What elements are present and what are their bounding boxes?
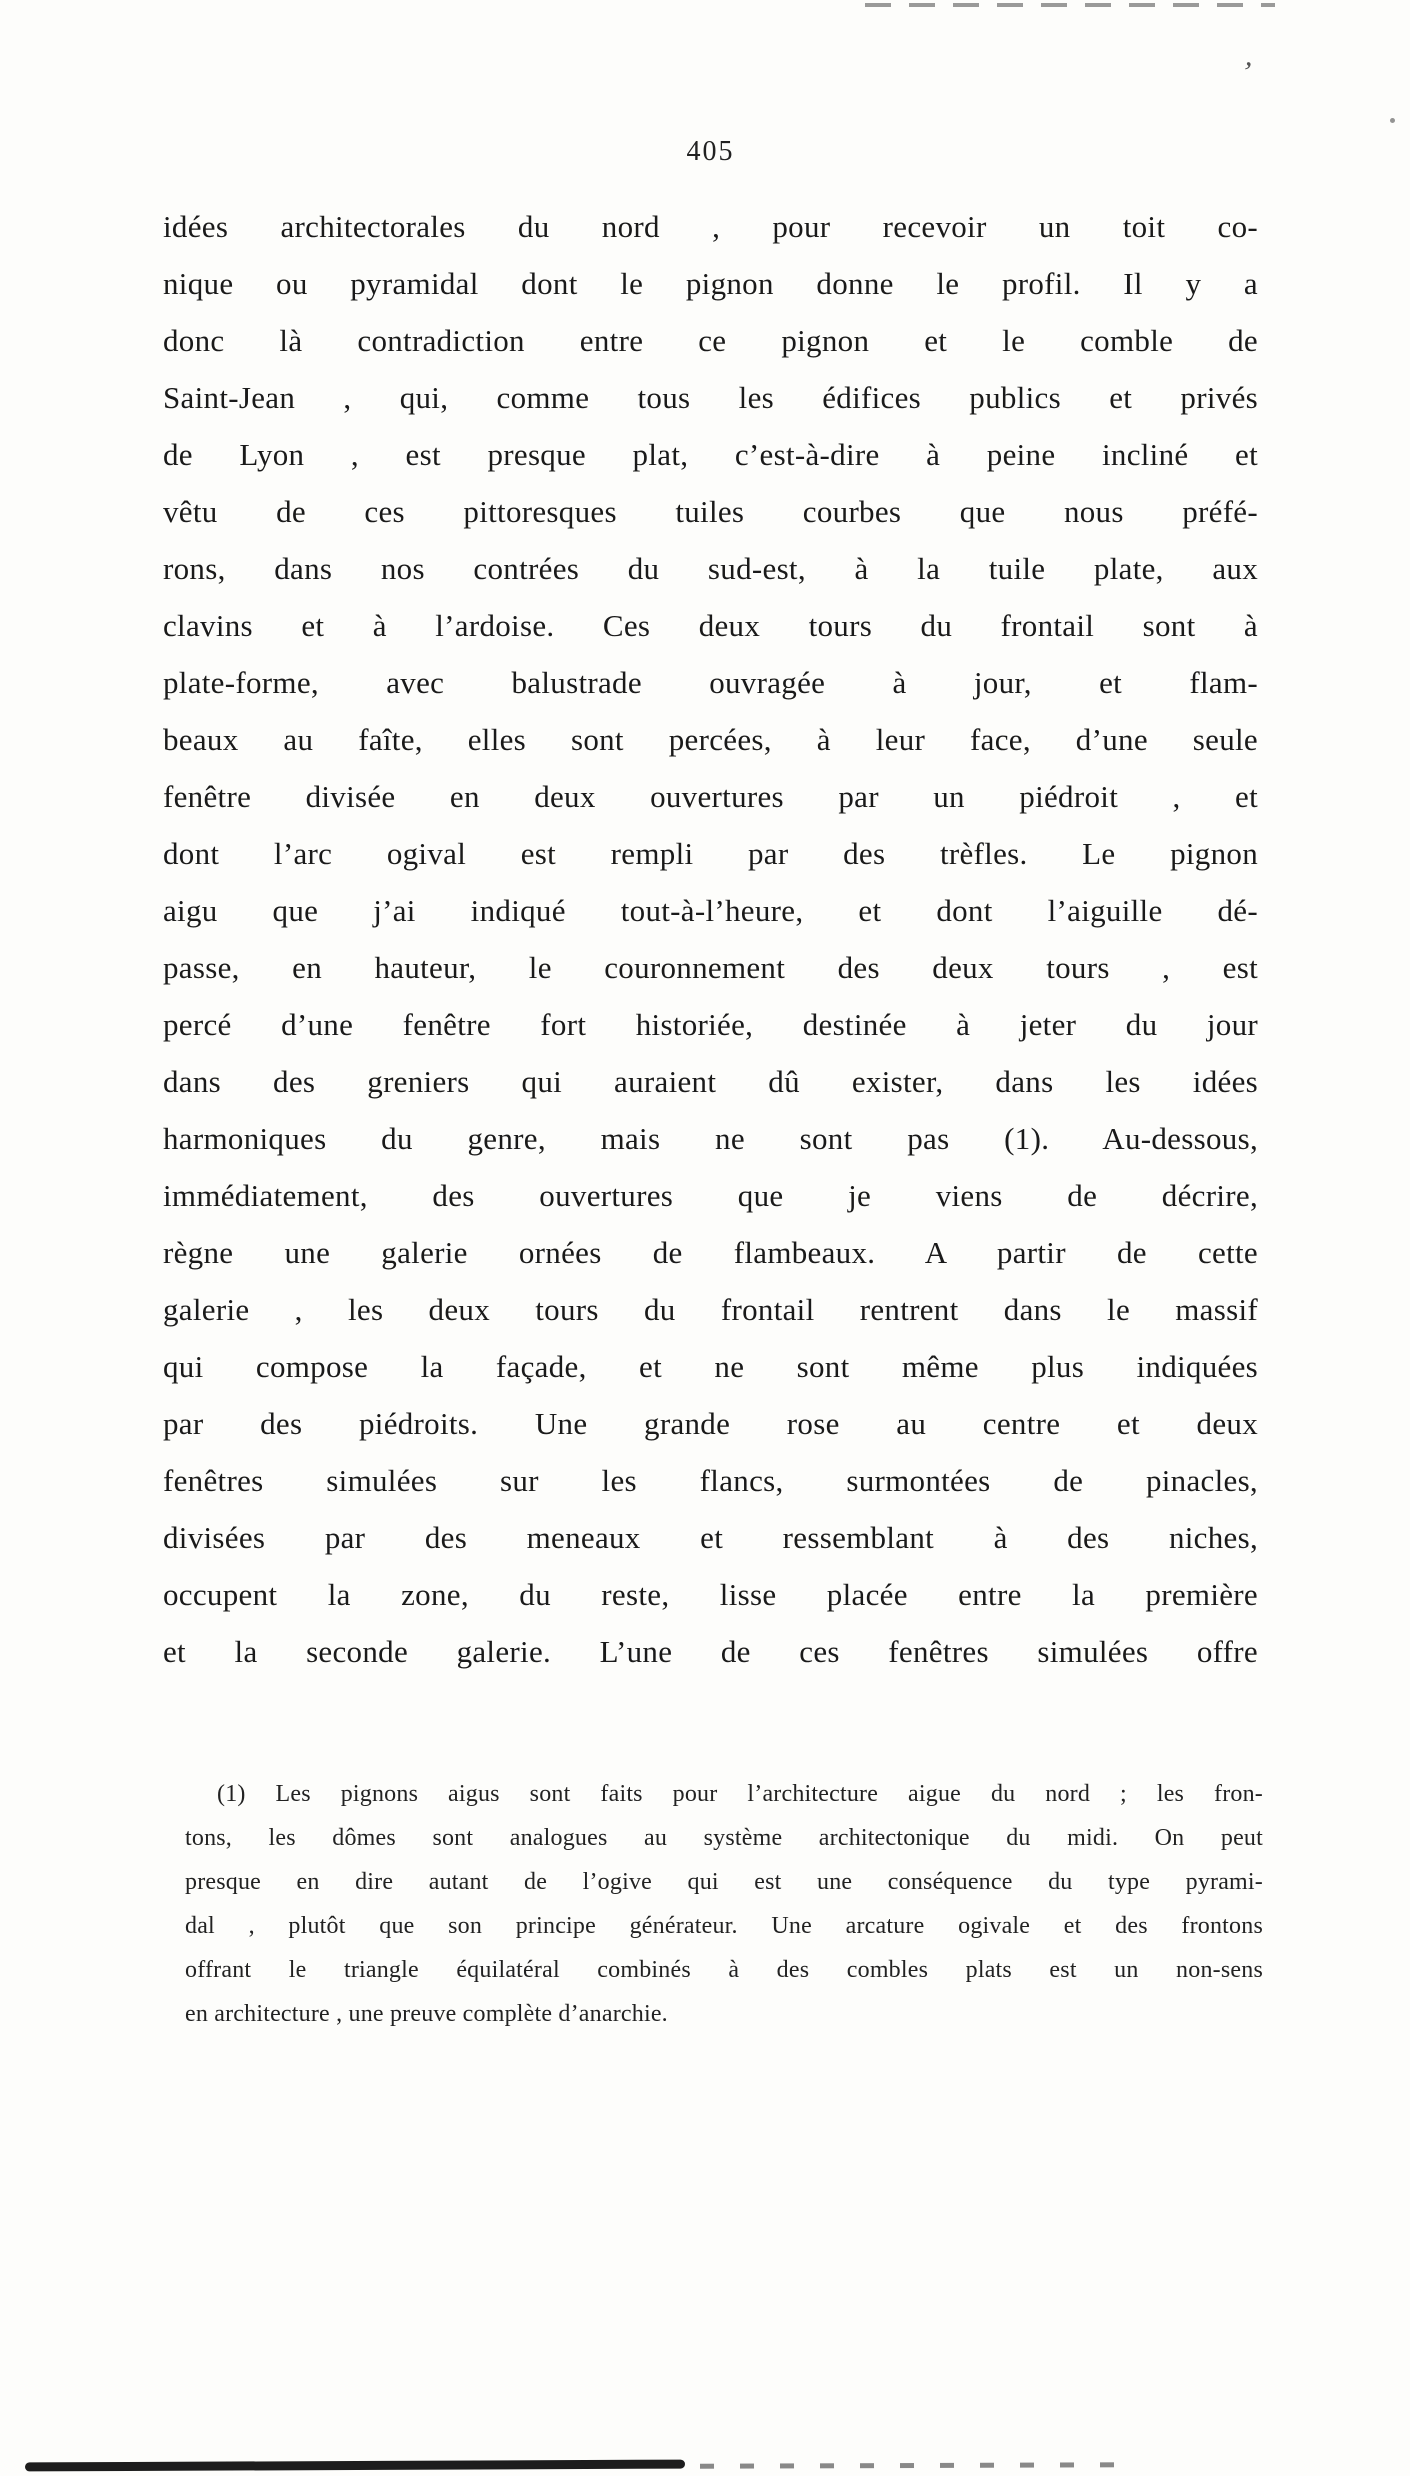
footnote-line: (1) Les pignons aigus sont faits pour l’architecture aigue du nord ; les fron- (217, 1781, 1263, 1807)
scan-artifact-mark: ’ (1239, 55, 1255, 90)
text-line: fenêtre divisée en deux ouvertures par un piédroit , et (163, 779, 1258, 814)
text-line: règne une galerie ornées de flambeaux. A partir de cette (163, 1235, 1258, 1270)
text-line: passe, en hauteur, le couronnement des deux tours , est (163, 950, 1258, 985)
text-line: nique ou pyramidal dont le pignon donne le profil. Il y a (163, 266, 1258, 301)
text-line: Saint-Jean , qui, comme tous les édifices publics et privés (163, 380, 1258, 415)
text-line: percé d’une fenêtre fort historiée, destinée à jeter du jour (163, 1007, 1258, 1042)
text-line: donc là contradiction entre ce pignon et le comble de (163, 323, 1258, 358)
text-line: galerie , les deux tours du frontail rentrent dans le massif (163, 1292, 1258, 1327)
text-line: aigu que j’ai indiqué tout-à-l’heure, et dont l’aiguille dé- (163, 893, 1258, 928)
text-line: qui compose la façade, et ne sont même plus indiquées (163, 1349, 1258, 1384)
text-line: idées architectorales du nord , pour recevoir un toit co- (163, 209, 1258, 244)
main-text (163, 198, 1258, 1680)
text-line: occupent la zone, du reste, lisse placée entre la première (163, 1577, 1258, 1612)
scan-artifact-bottom-bar (25, 2460, 685, 2472)
text-line: divisées par des meneaux et ressemblant à des niches, (163, 1520, 1258, 1555)
scan-artifact-dot (1390, 118, 1395, 123)
text-line: rons, dans nos contrées du sud-est, à la tuile plate, aux (163, 551, 1258, 586)
text-line: vêtu de ces pittoresques tuiles courbes que nous préfé- (163, 494, 1258, 529)
footnote-line: dal , plutôt que son principe générateur. Une arcature ogivale et des frontons (185, 1913, 1263, 1939)
text-line: beaux au faîte, elles sont percées, à leur face, d’une seule (163, 722, 1258, 757)
text-line: clavins et à l’ardoise. Ces deux tours du frontail sont à (163, 608, 1258, 643)
footnote-line: tons, les dômes sont analogues au système architectonique du midi. On peut (185, 1825, 1263, 1851)
text-line: fenêtres simulées sur les flancs, surmontées de pinacles, (163, 1463, 1258, 1498)
page-number: 405 (686, 136, 735, 167)
text-line: immédiatement, des ouvertures que je viens de décrire, (163, 1178, 1258, 1213)
text-line: et la seconde galerie. L’une de ces fenêtres simulées offre (163, 1634, 1258, 1669)
footnote-line: presque en dire autant de l’ogive qui est une conséquence du type pyrami- (185, 1869, 1263, 1895)
footnote (185, 1772, 1263, 2036)
text-line: par des piédroits. Une grande rose au centre et deux (163, 1406, 1258, 1441)
scan-artifact-bottom-dots (700, 2462, 1130, 2469)
text-line: dans des greniers qui auraient dû exister, dans les idées (163, 1064, 1258, 1099)
text-line: harmoniques du genre, mais ne sont pas (1). Au-dessous, (163, 1121, 1258, 1156)
text-line: dont l’arc ogival est rempli par des trèfles. Le pignon (163, 836, 1258, 871)
footnote-line: en architecture , une preuve complète d’anarchie. (185, 2001, 668, 2027)
footnote-line: offrant le triangle équilatéral combinés à des combles plats est un non-sens (185, 1957, 1263, 1983)
text-line: de Lyon , est presque plat, c’est-à-dire à peine incliné et (163, 437, 1258, 472)
text-line: plate-forme, avec balustrade ouvragée à jour, et flam- (163, 665, 1258, 700)
scan-artifact-top-dashes (865, 3, 1275, 7)
